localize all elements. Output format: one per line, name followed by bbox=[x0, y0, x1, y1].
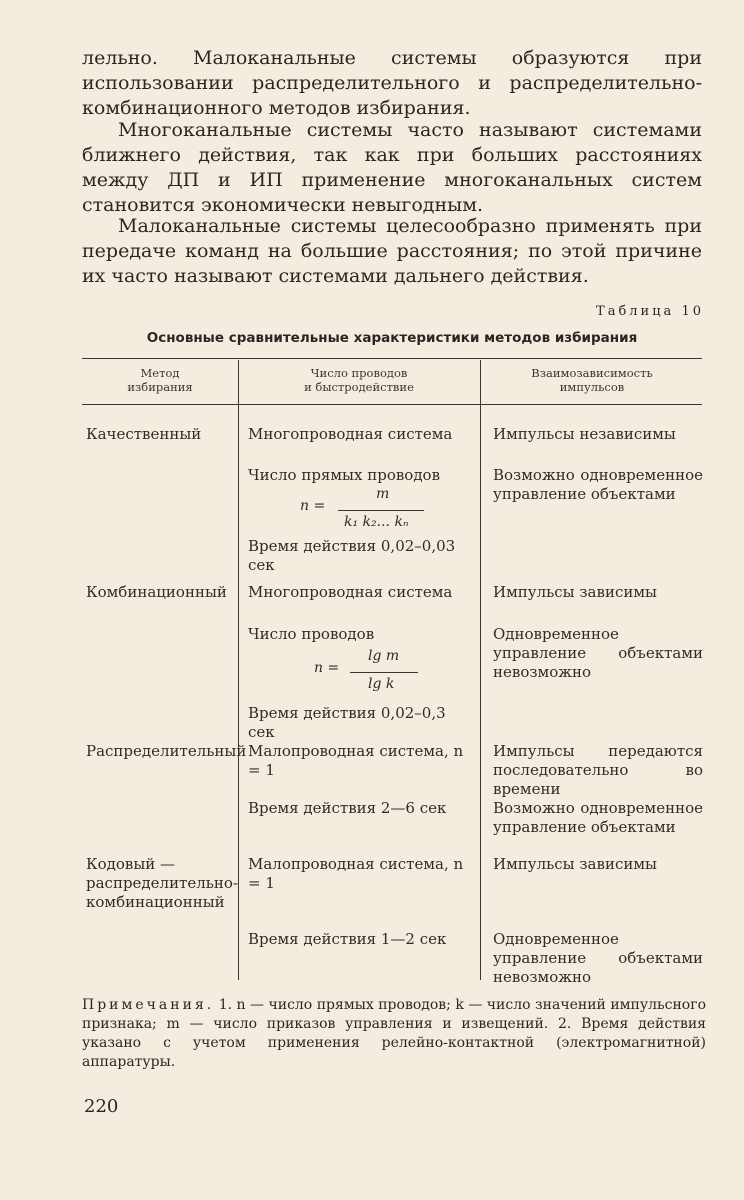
table-row-2-time: Время действия 0,02–0,3 сек bbox=[248, 704, 446, 741]
body-paragraph-1: лельно. Малоканальные системы образуются при использовании распределительного и распределительно-комбинационного методов избирания. bbox=[82, 47, 702, 119]
table-row-3-impulses-note: Возможно одновременное управление объектами bbox=[493, 799, 703, 836]
body-paragraph-3: Малоканальные системы целесообразно применять при передаче команд на большие расстояния; по этой причине их часто называют системами дальнего действия. bbox=[82, 215, 702, 287]
table-row-4-impulses: Импульсы зависимы bbox=[493, 855, 657, 873]
table-caption: Основные сравнительные характеристики методов избирания bbox=[146, 330, 638, 346]
table-row-2-formula-lhs: n = bbox=[314, 660, 340, 676]
table-row-1-impulses-note: Возможно одновременное управление объектами bbox=[493, 466, 703, 503]
table-row-1-impulses: Импульсы независимы bbox=[493, 425, 676, 443]
table-row-2-impulses-note: Одновременное управление объектами невозможно bbox=[493, 625, 703, 681]
table-top-rule bbox=[82, 358, 702, 359]
table-note-text: 1. n — число прямых проводов; k — число значений импульсного признака; m — число приказов управления и извещений. 2. Время действия указано с учетом применения релейно-контактной (электромагнитной) аппаратуры. bbox=[82, 997, 706, 1070]
table-row-2-wires: Многопроводная система bbox=[248, 583, 453, 601]
header-impulses: Взаимозависимость импульсов bbox=[531, 366, 653, 394]
table-row-1-method: Качественный bbox=[86, 425, 202, 443]
column-divider-1 bbox=[238, 360, 239, 980]
table-note bbox=[82, 996, 706, 1072]
table-row-2-formula-denominator: lg k bbox=[368, 676, 395, 692]
table-row-3-method: Распределительный bbox=[86, 742, 247, 760]
body-paragraph-2: Многоканальные системы часто называют системами ближнего действия, так как при больших расстояниях между ДП и ИП применение многоканальных систем становится экономически невыгодным. bbox=[82, 119, 702, 216]
table-row-2-wires-count: Число проводов bbox=[248, 625, 375, 643]
table-row-1-wires: Многопроводная система bbox=[248, 425, 453, 443]
table-note-heading: Примечания. bbox=[82, 997, 215, 1013]
table-row-4-method: Кодовый — распределительно-комбинационный bbox=[86, 855, 239, 911]
table-row-1-wires-count: Число прямых проводов bbox=[248, 466, 441, 484]
table-row-1-formula-lhs: n = bbox=[300, 498, 326, 514]
table-row-2-fraction-bar bbox=[350, 672, 418, 673]
table-row-1-formula-numerator: m bbox=[376, 486, 390, 502]
table-row-4-wires: Малопроводная система, n = 1 bbox=[248, 855, 464, 892]
table-row-1-time: Время действия 0,02–0,03 сек bbox=[248, 537, 456, 574]
page-number: 220 bbox=[84, 1096, 119, 1117]
header-method: Метод избирания bbox=[127, 366, 193, 394]
header-wires: Число проводов и быстродействие bbox=[304, 366, 414, 394]
table-row-3-wires: Малопроводная система, n = 1 bbox=[248, 742, 464, 779]
table-row-1-formula-denominator: k₁ k₂... kₙ bbox=[344, 514, 409, 530]
table-row-2-impulses: Импульсы зависимы bbox=[493, 583, 657, 601]
column-divider-2 bbox=[480, 360, 481, 980]
table-row-4-time: Время действия 1—2 сек bbox=[248, 930, 447, 948]
table-row-3-time: Время действия 2—6 сек bbox=[248, 799, 447, 817]
table-header-rule bbox=[82, 404, 702, 405]
table-row-2-method: Комбинационный bbox=[86, 583, 227, 601]
table-row-1-fraction-bar bbox=[338, 510, 424, 511]
table-row-4-impulses-note: Одновременное управление объектами невозможно bbox=[493, 930, 703, 986]
table-row-2-formula-numerator: lg m bbox=[368, 648, 400, 664]
table-row-3-impulses: Импульсы передаются последовательно во времени bbox=[493, 742, 703, 798]
table-label: Таблица 10 bbox=[596, 304, 704, 319]
